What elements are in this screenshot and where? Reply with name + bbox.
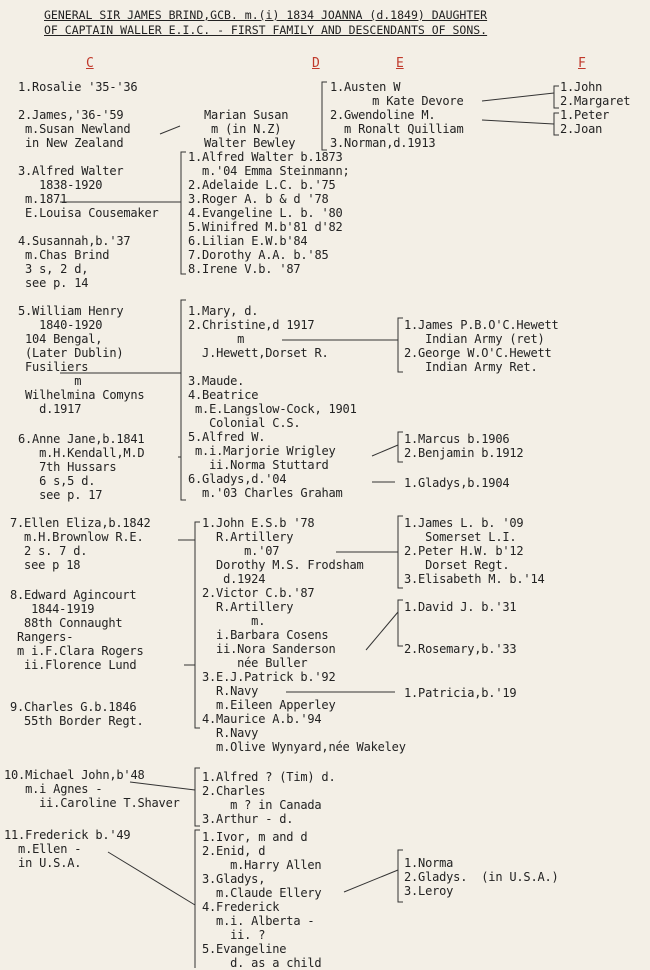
c-entry-line: (Later Dublin) — [18, 346, 124, 360]
column-label-e: E — [396, 56, 404, 71]
e-entry-line: 2.Peter H.W. b'12 — [404, 544, 524, 558]
e-entry-line: 1.James L. b. '09 — [404, 516, 524, 530]
c-entry-line: m.i Agnes - — [4, 782, 103, 796]
c-entry-line: 1840-1920 — [18, 318, 103, 332]
d-entry-line: i.Barbara Cosens — [202, 628, 329, 642]
d-entry-line: 1.Ivor, m and d — [202, 830, 308, 844]
f-entry-line: 1.John — [560, 80, 603, 94]
d-entry-line: d.1924 — [202, 572, 266, 586]
c-entry-line: 7.Ellen Eliza,b.1842 — [10, 516, 151, 530]
e-entry-line: Indian Army (ret) — [404, 332, 545, 346]
d-entry-line: 2.Victor C.b.'87 — [202, 586, 315, 600]
d-entry-line: 6.Lilian E.W.b'84 — [188, 234, 308, 248]
e-entry-line: m Ronalt Quilliam — [330, 122, 464, 136]
e-entry-line: 1.Marcus b.1906 — [404, 432, 510, 446]
e-entry-line: Indian Army Ret. — [404, 360, 538, 374]
header-line-1: GENERAL SIR JAMES BRIND,GCB. m.(i) 1834 JOANNA (d.1849) DAUGHTER — [44, 8, 488, 22]
d-entry-line: 4.Beatrice — [188, 388, 259, 402]
d-entry-line: d. as a child — [202, 956, 322, 970]
d-entry-line: m.'04 Emma Steinmann; — [188, 164, 350, 178]
c-entry-line: in New Zealand — [18, 136, 124, 150]
d-entry-line: 8.Irene V.b. '87 — [188, 262, 301, 276]
c-entry-line: m.1871 — [18, 192, 68, 206]
d-entry-line: 6.Gladys,d.'04 — [188, 472, 287, 486]
d-entry-line: 1.Alfred Walter b.1873 — [188, 150, 343, 164]
d-entry-line: 3.Roger A. b & d '78 — [188, 192, 329, 206]
c-entry-line: 3.Alfred Walter — [18, 164, 124, 178]
c-entry-line: m.Chas Brind — [18, 248, 110, 262]
d-entry-line: m.E.Langslow-Cock, 1901 — [188, 402, 357, 416]
d-entry-line: m (in N.Z) — [204, 122, 282, 136]
e-entry-line: Somerset L.I. — [404, 530, 517, 544]
c-entry-line: 2.James,'36-'59 — [18, 108, 124, 122]
header-line-2: OF CAPTAIN WALLER E.I.C. - FIRST FAMILY AND DESCENDANTS OF SONS. — [44, 23, 488, 37]
e-entry-line: 2.George W.O'C.Hewett — [404, 346, 552, 360]
column-label-d: D — [312, 56, 320, 71]
c-entry-line: 88th Connaught — [10, 616, 123, 630]
d-entry-line: m.Olive Wynyard,née Wakeley — [202, 740, 406, 754]
e-entry-line: m Kate Devore — [330, 94, 464, 108]
d-entry-line: née Buller — [202, 656, 308, 670]
d-entry-line: 3.Maude. — [188, 374, 245, 388]
e-entry-line: 3.Leroy — [404, 884, 454, 898]
c-entry-line: 2 s. 7 d. — [10, 544, 88, 558]
d-entry-line: 5.Winifred M.b'81 d'82 — [188, 220, 343, 234]
d-entry-line: 1.John E.S.b '78 — [202, 516, 315, 530]
e-entry-line: 1.James P.B.O'C.Hewett — [404, 318, 559, 332]
d-entry-line: 5.Evangeline — [202, 942, 287, 956]
e-entry-line: 2.Rosemary,b.'33 — [404, 642, 517, 656]
d-entry-line: m.i. Alberta - — [202, 914, 315, 928]
d-entry-line: 2.Adelaide L.C. b.'75 — [188, 178, 336, 192]
c-entry-line: 1844-1919 — [10, 602, 95, 616]
d-entry-line: m. — [202, 614, 266, 628]
c-entry-line: 4.Susannah,b.'37 — [18, 234, 131, 248]
c-entry-line: see p 18 — [10, 558, 81, 572]
c-entry-line: m i.F.Clara Rogers — [10, 644, 144, 658]
c-entry-line: 5.William Henry — [18, 304, 124, 318]
c-entry-line: 8.Edward Agincourt — [10, 588, 137, 602]
d-entry-line: m ? in Canada — [202, 798, 322, 812]
e-entry-line: 2.Benjamin b.1912 — [404, 446, 524, 460]
c-entry-line: 1.Rosalie '35-'36 — [18, 80, 138, 94]
d-entry-line: Marian Susan — [204, 108, 289, 122]
d-entry-line: R.Navy — [202, 726, 259, 740]
c-entry-line: see p. 17 — [18, 488, 103, 502]
e-entry-line: 1.Norma — [404, 856, 454, 870]
d-entry-line: 3.Gladys, — [202, 872, 266, 886]
d-entry-line: Dorothy M.S. Frodsham — [202, 558, 364, 572]
e-entry-line: 3.Elisabeth M. b.'14 — [404, 572, 545, 586]
c-entry-line: Fusiliers — [18, 360, 89, 374]
f-entry-line: 2.Margaret — [560, 94, 631, 108]
c-entry-line: m.H.Brownlow R.E. — [10, 530, 144, 544]
d-entry-line: 7.Dorothy A.A. b.'85 — [188, 248, 329, 262]
d-entry-line: 4.Frederick — [202, 900, 280, 914]
d-entry-line: ii.Nora Sanderson — [202, 642, 336, 656]
d-entry-line: R.Artillery — [202, 530, 294, 544]
d-entry-line: ii. ? — [202, 928, 266, 942]
c-entry-line: Rangers- — [10, 630, 74, 644]
c-entry-line: see p. 14 — [18, 276, 89, 290]
d-entry-line: ii.Norma Stuttard — [188, 458, 329, 472]
d-entry-line: 4.Evangeline L. b. '80 — [188, 206, 343, 220]
d-entry-line: m.Harry Allen — [202, 858, 322, 872]
c-entry-line: Wilhelmina Comyns — [18, 388, 145, 402]
e-entry-line: 1.Gladys,b.1904 — [404, 476, 510, 490]
d-entry-line: m.i.Marjorie Wrigley — [188, 444, 336, 458]
c-entry-line: 1838-1920 — [18, 178, 103, 192]
d-entry-line: 2.Charles — [202, 784, 266, 798]
f-entry-line: 2.Joan — [560, 122, 603, 136]
e-entry-line: 1.David J. b.'31 — [404, 600, 517, 614]
c-entry-line: E.Louisa Cousemaker — [18, 206, 159, 220]
e-entry-line: 3.Norman,d.1913 — [330, 136, 436, 150]
d-entry-line: R.Artillery — [202, 600, 294, 614]
e-entry-line: Dorset Regt. — [404, 558, 510, 572]
d-entry-line: Walter Bewley — [204, 136, 296, 150]
d-entry-line: 3.Arthur - d. — [202, 812, 294, 826]
e-entry-line: 2.Gwendoline M. — [330, 108, 436, 122]
c-entry-line: ii.Florence Lund — [10, 658, 137, 672]
d-entry-line: 4.Maurice A.b.'94 — [202, 712, 322, 726]
e-entry-line: 1.Austen W — [330, 80, 401, 94]
e-entry-line: 2.Gladys. (in U.S.A.) — [404, 870, 559, 884]
c-entry-line: 6.Anne Jane,b.1841 — [18, 432, 145, 446]
c-entry-line: 55th Border Regt. — [10, 714, 144, 728]
c-entry-line: m.Susan Newland — [18, 122, 131, 136]
d-entry-line: 2.Christine,d 1917 — [188, 318, 315, 332]
c-entry-line: ii.Caroline T.Shaver — [4, 796, 180, 810]
c-entry-line: 9.Charles G.b.1846 — [10, 700, 137, 714]
d-entry-line: 2.Enid, d — [202, 844, 266, 858]
c-entry-line: 10.Michael John,b'48 — [4, 768, 145, 782]
c-entry-line: in U.S.A. — [4, 856, 82, 870]
d-entry-line: 1.Alfred ? (Tim) d. — [202, 770, 336, 784]
c-entry-line: 7th Hussars — [18, 460, 117, 474]
c-entry-line: m.Ellen - — [4, 842, 82, 856]
c-entry-line: 11.Frederick b.'49 — [4, 828, 131, 842]
d-entry-line: m.'07 — [202, 544, 280, 558]
c-entry-line: 3 s, 2 d, — [18, 262, 89, 276]
d-entry-line: R.Navy — [202, 684, 259, 698]
column-label-f: F — [578, 56, 586, 71]
c-entry-line: m.H.Kendall,M.D — [18, 446, 145, 460]
d-entry-line: m.Eileen Apperley — [202, 698, 336, 712]
c-entry-line: m — [18, 374, 82, 388]
c-entry-line: 6 s,5 d. — [18, 474, 96, 488]
d-entry-line: m — [188, 332, 245, 346]
d-entry-line: m.'03 Charles Graham — [188, 486, 343, 500]
d-entry-line: 5.Alfred W. — [188, 430, 266, 444]
d-entry-line: 3.E.J.Patrick b.'92 — [202, 670, 336, 684]
d-entry-line: 1.Mary, d. — [188, 304, 259, 318]
c-entry-line: 104 Bengal, — [18, 332, 103, 346]
f-entry-line: 1.Peter — [560, 108, 610, 122]
c-entry-line: d.1917 — [18, 402, 82, 416]
e-entry-line: 1.Patricia,b.'19 — [404, 686, 517, 700]
d-entry-line: J.Hewett,Dorset R. — [188, 346, 329, 360]
d-entry-line: m.Claude Ellery — [202, 886, 322, 900]
d-entry-line: Colonial C.S. — [188, 416, 301, 430]
column-label-c: C — [86, 56, 94, 71]
